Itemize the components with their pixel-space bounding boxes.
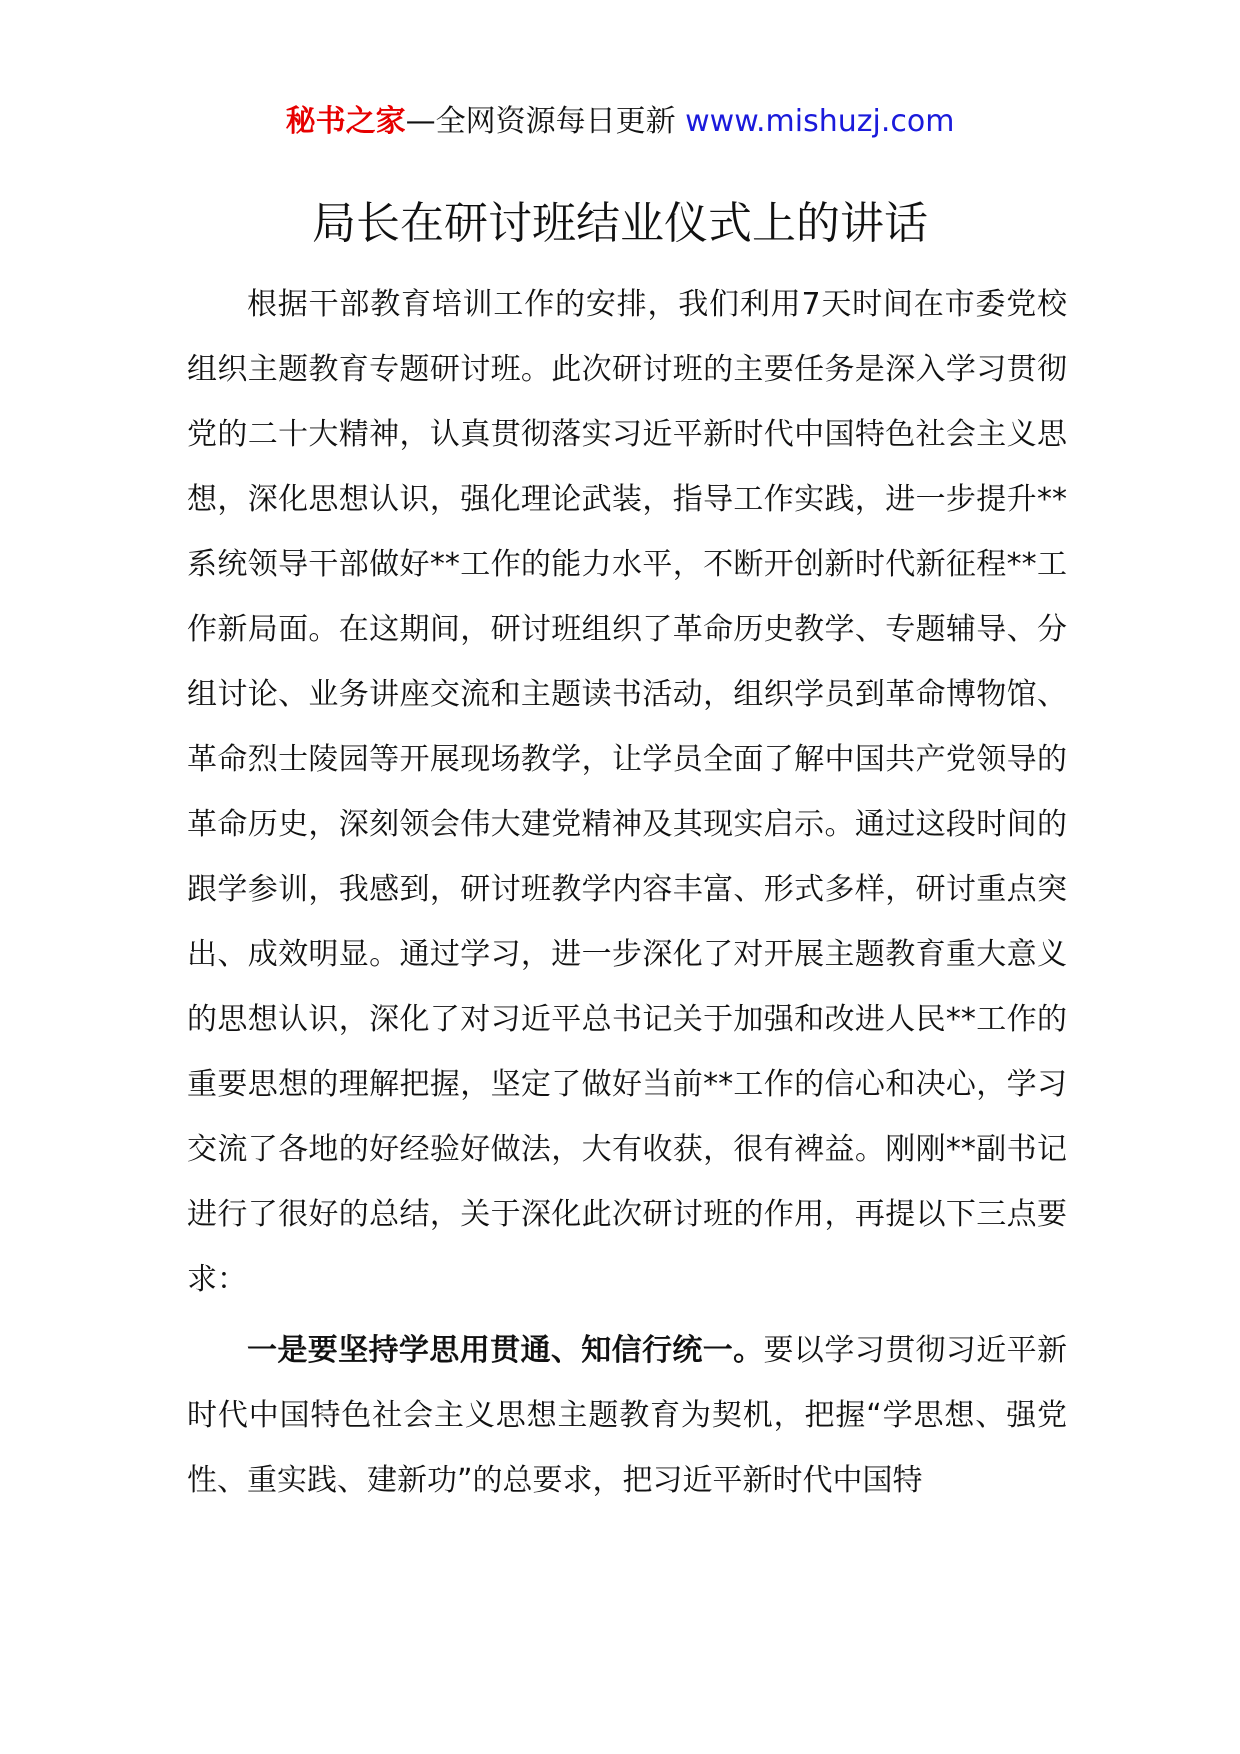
document-body [187,272,1067,1513]
paragraph-text: 要以学习贯彻习近平新时代中国特色社会主义思想主题教育为契机，把握“学思想、强党性、重实践、建新功”的总要求，把习近平新时代中国特 [187,1333,1068,1498]
brand-name: 秘书之家 [285,104,406,139]
site-url-link[interactable]: www.mishuzj.com [685,104,955,139]
site-header [0,100,1240,144]
document-title: 局长在研讨班结业仪式上的讲话 [312,198,928,249]
paragraph-intro [187,272,1067,1312]
paragraph-point-one [187,1318,1067,1513]
paragraph-text: 根据干部教育培训工作的安排，我们利用7天时间在市委党校组织主题教育专题研讨班。此次研讨班的主要任务是深入学习贯彻党的二十大精神，认真贯彻落实习近平新时代中国特色社会主义思想，深化思想认识，强化理论武装，指导工作实践，进一步提升**系统领导干部做好**工作的能力水平，不断开创新时代新征程**工作新局面。在这期间，研讨班组织了革命历史教学、专题辅导、分组讨论、业务讲座交流和主题读书活动，组织学员到革命博物馆、革命烈士陵园等开展现场教学，让学员全面了解中国共产党领导的革命历史，深刻领会伟大建党精神及其现实启示。通过这段时间的跟学参训，我感到，研讨班教学内容丰富、形式多样，研讨重点突出、成效明显。通过学习，进一步深化了对开展主题教育重大意义的思想认识，深化了对习近平总书记关于加强和改进人民**工作的重要思想的理解把握，坚定了做好当前**工作的信心和决心，学习交流了各地的好经验好做法，大有收获，很有裨益。刚刚**副书记进行了很好的总结，关于深化此次研讨班的作用，再提以下三点要求： [187,287,1067,1297]
paragraph-lead: 一是要坚持学思用贯通、知信行统一。 [247,1333,764,1368]
header-tagline: —全网资源每日更新 [405,104,676,139]
